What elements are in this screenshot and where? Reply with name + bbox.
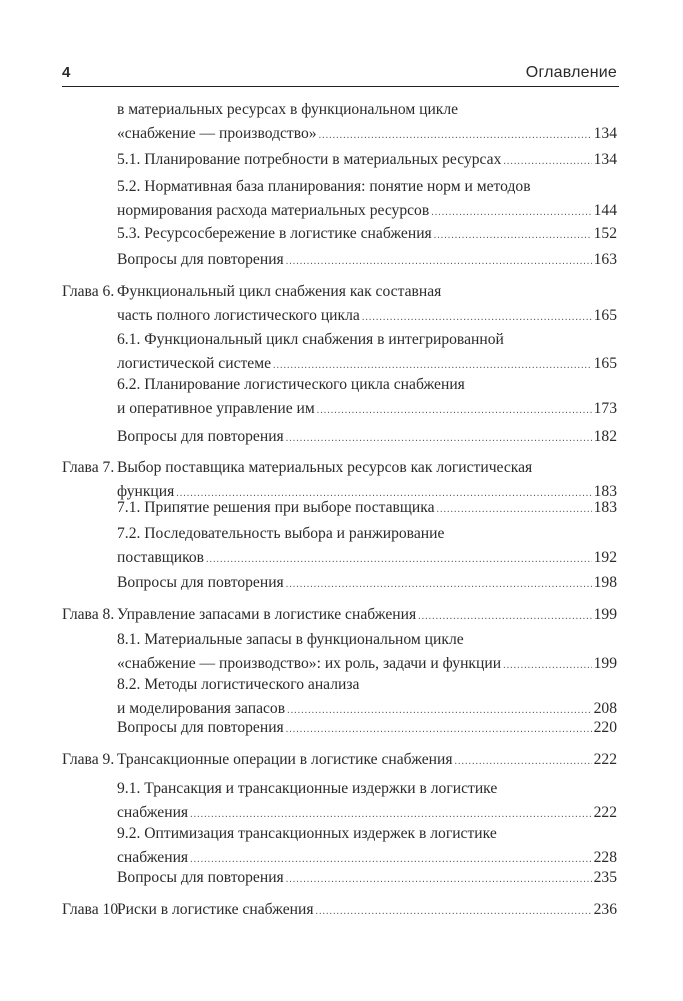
entry-title-line: Вопросы для повторения [117,719,284,736]
page-number: 4 [62,64,71,81]
chapter-label: Глава 7. [62,459,115,476]
entry-title-line: 8.1. Материальные запасы в функциональном цикле [117,631,464,648]
page-ref: 199 [593,655,617,672]
leader-dots [362,306,592,330]
entry-title-line: 5.3. Ресурсосбережение в логистике снабжения [117,225,432,242]
toc-entry [62,522,617,572]
page-ref: 198 [593,574,617,591]
toc-entry [62,425,617,451]
leader-dots [286,427,592,451]
entry-title-line: логистической системе [117,355,272,372]
page-ref: 165 [593,307,617,324]
entry-title-line: Вопросы для повторения [117,869,284,886]
toc-chapter-entry [62,748,617,774]
leader-dots [286,718,592,742]
page-ref: 163 [593,251,617,268]
entry-title-line: 7.1. Припятие решения при выборе поставщика [117,499,435,516]
entry-title-line: Риски в логистике снабжения [117,901,314,918]
page-ref: 228 [593,849,617,866]
entry-title-line: снабжения [117,804,189,821]
entry-title-line: снабжения [117,849,189,866]
page-ref: 236 [593,901,617,918]
header-rule [62,86,619,87]
toc-entry [62,148,617,174]
page-ref: 222 [593,751,617,768]
entry-title-line: 9.1. Трансакция и трансакционные издержки в логистике [117,780,498,797]
page-ref: 165 [593,355,617,372]
leader-dots [455,750,592,774]
page-ref: 152 [593,225,617,242]
leader-dots [316,900,592,924]
chapter-label: Глава 10. [62,901,123,918]
leader-dots [317,399,592,423]
toc-entry [62,571,617,597]
leader-dots [286,250,592,274]
page-ref: 235 [593,869,617,886]
entry-title-line: и моделирования запасов [117,700,286,717]
entry-title-line: нормирования расхода материальных ресурсов [117,202,430,219]
entry-title-line: 8.2. Методы логистического анализа [117,676,360,693]
entry-title-line: Вопросы для повторения [117,251,284,268]
toc-entry [62,628,617,678]
chapter-label: Глава 6. [62,283,115,300]
entry-title-line: часть полного логистического цикла [117,307,360,324]
toc-entry [62,373,617,423]
leader-dots [434,224,592,248]
entry-title-line: «снабжение — производство» [117,125,317,142]
toc-entry [62,328,617,378]
entry-title-line: 9.2. Оптимизация трансакционных издержек в логистике [117,825,497,842]
toc-entry [62,777,617,827]
leader-dots [319,124,592,148]
entry-title-line: Выбор поставщика материальных ресурсов как логистическая [117,459,533,476]
leader-dots [286,573,592,597]
page-ref: 208 [593,700,617,717]
page-ref: 183 [593,483,617,500]
entry-title-line: Управление запасами в логистике снабжения [117,606,417,623]
leader-dots [286,868,592,892]
entry-title-line: 7.2. Последовательность выбора и ранжирование [117,525,445,542]
toc-entry [62,98,617,148]
entry-title-line: поставщиков [117,549,205,566]
leader-dots [418,605,591,629]
chapter-label: Глава 9. [62,751,115,768]
entry-title-line: 5.1. Планирование потребности в материальных ресурсах [117,151,502,168]
entry-title-line: Трансакционные операции в логистике снабжения [117,751,453,768]
leader-dots [206,548,592,572]
toc-entry [62,175,617,225]
toc-entry [62,866,617,892]
entry-title-line: Вопросы для повторения [117,428,284,445]
running-header-title: Оглавление [525,64,617,81]
page-ref: 134 [593,125,617,142]
entry-title-line: 6.1. Функциональный цикл снабжения в интегрированной [117,331,504,348]
page-ref: 134 [593,151,617,168]
entry-title-line: в материальных ресурсах в функциональном цикле [117,101,459,118]
entry-title-line: и оперативное управление им [117,400,315,417]
page-ref: 182 [593,428,617,445]
page-ref: 173 [593,400,617,417]
entry-title-line: Вопросы для повторения [117,574,284,591]
entry-title-line: 6.2. Планирование логистического цикла снабжения [117,376,465,393]
entry-title-line: функция [117,483,175,500]
toc-chapter-entry [62,280,617,330]
leader-dots [437,498,592,522]
toc-entry [62,222,617,248]
toc-chapter-entry [62,603,617,629]
entry-title-line: Функциональный цикл снабжения как составная [117,283,442,300]
toc-entry [62,496,617,522]
toc-entry [62,716,617,742]
toc-chapter-entry [62,898,617,924]
page-ref: 222 [593,804,617,821]
page-ref: 192 [593,549,617,566]
page-ref: 144 [593,202,617,219]
entry-title-line: 5.2. Нормативная база планирования: понятие норм и методов [117,178,531,195]
page-ref: 183 [593,499,617,516]
page-ref: 199 [593,606,617,623]
page-ref: 220 [593,719,617,736]
toc-entry [62,248,617,274]
chapter-label: Глава 8. [62,606,115,623]
toc-entry [62,822,617,872]
leader-dots [503,150,591,174]
entry-title-line: «снабжение — производство»: их роль, задачи и функции [117,655,502,672]
